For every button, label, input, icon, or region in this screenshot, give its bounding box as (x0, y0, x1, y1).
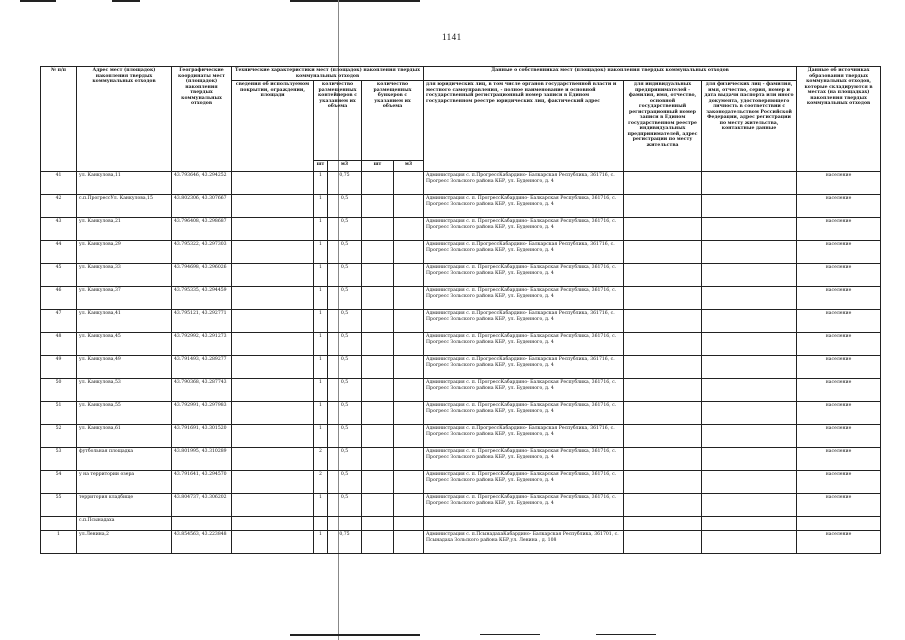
row-qty: 1 (314, 379, 328, 402)
row-legal: Администрация с. п. ПрогрессКабардино- Балкарская Республика, 361716, с. Прогресс Зольского района КБР, ул. Буденного, д. 4 (424, 494, 624, 517)
row-source: население (797, 494, 881, 517)
row-ip (624, 264, 702, 287)
row-coords: 43.790368, 43.287743 (172, 379, 232, 402)
row-ip (624, 195, 702, 218)
row-number: 41 (41, 172, 77, 195)
row-address: ул. Канкулова,29 (77, 241, 172, 264)
row-volume: 0,5 (328, 402, 362, 425)
section-label: с.п.Псынадаха (77, 517, 172, 531)
table-row (41, 218, 881, 241)
table-row (41, 172, 881, 195)
row-address: ул.Ленина,2 (77, 531, 172, 554)
row-volume: 0,5 (328, 333, 362, 356)
row-legal: Администрация с. п.ПрогрессКабардино- Балкарская Республика, 361716, с. Прогресс Зольского района КБР, ул. Буденного, д. 4 (424, 356, 624, 379)
unit-m3: м3 (328, 161, 362, 172)
row-number: 1 (41, 531, 77, 554)
row-volume: 0,5 (328, 218, 362, 241)
header-tech: Технические характеристики мест (площадок) накопления твердых коммунальных отходов (232, 67, 424, 81)
row-bunker-qty (362, 448, 394, 471)
row-number: 43 (41, 218, 77, 241)
row-number: 45 (41, 264, 77, 287)
row-address: ул. Канкулова,61 (77, 425, 172, 448)
row-ip (624, 448, 702, 471)
row-ip (624, 494, 702, 517)
row-cover (232, 448, 314, 471)
row-phys (702, 425, 797, 448)
row-volume: 0,5 (328, 494, 362, 517)
row-source: население (797, 448, 881, 471)
row-qty: 1 (314, 287, 328, 310)
row-cover (232, 471, 314, 494)
row-qty: 1 (314, 333, 328, 356)
row-bunker-vol (394, 356, 424, 379)
row-ip (624, 402, 702, 425)
row-coords: 43.795335, 43.294459 (172, 287, 232, 310)
row-bunker-vol (394, 425, 424, 448)
header-containers: количество размещенных контейнеров с указанием их объема (314, 81, 362, 161)
table-row (41, 448, 881, 471)
header-coords: Географические координаты мест (площадок) накопления твердых коммунальных отходов (172, 67, 232, 172)
header-bunkers: количество размещенных бункеров с указанием их объема (362, 81, 424, 161)
row-bunker-vol (394, 241, 424, 264)
row-bunker-qty (362, 241, 394, 264)
row-bunker-qty (362, 172, 394, 195)
row-volume: 0,5 (328, 448, 362, 471)
row-bunker-qty (362, 195, 394, 218)
row-address: футбольная площадка (77, 448, 172, 471)
row-address: ул. Канкулова,45 (77, 333, 172, 356)
row-coords: 43.794698, 43.296026 (172, 264, 232, 287)
row-bunker-qty (362, 402, 394, 425)
header-ip: для индивидуальных предпринимателей - фамилия, имя, отчество, основной государственный регистрационный номер записи в Едином государственном реестре индивидуальных предпринимателей, адрес регистрации по месту жительства (624, 81, 702, 172)
row-legal: Администрация с. п. ПрогрессКабардино- Балкарская Республика, 361716, с. Прогресс Зольского района КБР, ул. Буденного, д. 4 (424, 287, 624, 310)
row-phys (702, 448, 797, 471)
row-source: население (797, 379, 881, 402)
row-source: население (797, 310, 881, 333)
row-cover (232, 494, 314, 517)
row-bunker-vol (394, 448, 424, 471)
row-address: у на территории озера (77, 471, 172, 494)
row-number: 49 (41, 356, 77, 379)
row-bunker-vol (394, 310, 424, 333)
row-volume: 0,5 (328, 379, 362, 402)
row-cover (232, 287, 314, 310)
table-row (41, 241, 881, 264)
row-ip (624, 425, 702, 448)
row-source: население (797, 531, 881, 554)
header-row-1 (41, 67, 881, 81)
header-legal: для юридических лиц, в том числе органов государственной власти и местного самоуправления, - полное наименование и основной государственный регистрационный номер записи в Едином государственном реестре юридических лиц, фактический адрес (424, 81, 624, 172)
page-number: 1141 (442, 32, 462, 42)
row-source: население (797, 172, 881, 195)
row-number: 44 (41, 241, 77, 264)
register-table (40, 66, 881, 554)
row-bunker-vol (394, 172, 424, 195)
row-qty: 1 (314, 356, 328, 379)
row-bunker-qty (362, 310, 394, 333)
row-phys (702, 172, 797, 195)
row-phys (702, 310, 797, 333)
row-number: 51 (41, 402, 77, 425)
row-legal: Администрация с. п.ПрогрессКабардино- Балкарская Республика, 361716, с. Прогресс Зольского района КБР, ул. Буденного, д. 4 (424, 172, 624, 195)
row-legal: Администрация с. п. ПрогрессКабардино- Балкарская Республика, 361716, с. Прогресс Зольского района КБР, ул. Буденного, д. 4 (424, 379, 624, 402)
row-phys (702, 264, 797, 287)
row-source: население (797, 333, 881, 356)
row-coords: 43.854563, 43.223848 (172, 531, 232, 554)
row-phys (702, 379, 797, 402)
row-address: ул. Канкулова,41 (77, 310, 172, 333)
row-phys (702, 195, 797, 218)
row-address: ул. Канкулова,33 (77, 264, 172, 287)
row-number: 47 (41, 310, 77, 333)
row-source: население (797, 195, 881, 218)
row-bunker-qty (362, 379, 394, 402)
row-bunker-vol (394, 195, 424, 218)
unit-sht: шт (314, 161, 328, 172)
scan-artifact (596, 634, 656, 635)
row-bunker-qty (362, 425, 394, 448)
row-number: 42 (41, 195, 77, 218)
row-ip (624, 333, 702, 356)
row-legal: Администрация с. п.ПрогрессКабардино- Балкарская Республика, 361716, с. Прогресс Зольского района КБР, ул. Буденного, д. 4 (424, 425, 624, 448)
scan-artifact (290, 0, 420, 2)
table-row (41, 379, 881, 402)
row-legal: Администрация с. п. ПрогрессКабардино- Балкарская Республика, 361716, с. Прогресс Зольского района КБР, ул. Буденного, д. 4 (424, 402, 624, 425)
row-legal: Администрация с. п. ПрогрессКабардино- Балкарская Республика, 361716, с. Прогресс Зольского района КБР, ул. Буденного, д. 4 (424, 471, 624, 494)
table-row (41, 264, 881, 287)
row-ip (624, 356, 702, 379)
row-bunker-qty (362, 264, 394, 287)
row-volume: 0,5 (328, 287, 362, 310)
row-volume: 0,75 (328, 172, 362, 195)
row-address: с.п.ПрогрессУл. Канкулова,15 (77, 195, 172, 218)
row-volume: 0,5 (328, 356, 362, 379)
row-volume: 0,5 (328, 195, 362, 218)
row-source: население (797, 425, 881, 448)
header-phys: для физических лиц - фамилия, имя, отчество, серия, номер и дата выдачи паспорта или иного документа, удостоверяющего личность в соответствии с законодательством Российской Федерации, адрес регистрации по месту жительства, контактные данные (702, 81, 797, 172)
row-legal: Администрация с. п.ПрогрессКабардино- Балкарская Республика, 361716, с. Прогресс Зольского района КБР, ул. Буденного, д. 4 (424, 241, 624, 264)
unit-m3-bunker: м3 (394, 161, 424, 172)
row-source: население (797, 402, 881, 425)
row-phys (702, 287, 797, 310)
row-coords: 43.791691, 43.301520 (172, 425, 232, 448)
row-cover (232, 402, 314, 425)
table-row (41, 333, 881, 356)
row-cover (232, 310, 314, 333)
row-ip (624, 241, 702, 264)
row-legal: Администрация с. п. ПрогрессКабардино- Балкарская Республика, 361716, с. Прогресс Зольского района КБР, ул. Буденного, д. 4 (424, 448, 624, 471)
row-qty: 1 (314, 425, 328, 448)
row-coords: 43.795121, 43.292771 (172, 310, 232, 333)
unit-sht-bunker: шт (362, 161, 394, 172)
row-bunker-vol (394, 264, 424, 287)
row-coords: 43.792991, 43.297983 (172, 402, 232, 425)
row-address: территория кладбище (77, 494, 172, 517)
row-ip (624, 471, 702, 494)
header-cover: сведения об используемом покрытии, ограждении, площади (232, 81, 314, 172)
row-number: 53 (41, 448, 77, 471)
row-address: ул. Канкулова,49 (77, 356, 172, 379)
row-bunker-qty (362, 287, 394, 310)
row-number: 54 (41, 471, 77, 494)
row-bunker-vol (394, 287, 424, 310)
row-qty: 1 (314, 172, 328, 195)
row-cover (232, 264, 314, 287)
row-source: население (797, 287, 881, 310)
row-number: 46 (41, 287, 77, 310)
row-coords: 43.793646, 43.294252 (172, 172, 232, 195)
row-legal: Администрация с. п. ПрогрессКабардино- Балкарская Республика, 361716, с. Прогресс Зольского района КБР, ул. Буденного, д. 4 (424, 333, 624, 356)
row-volume: 0,5 (328, 264, 362, 287)
row-qty: 1 (314, 241, 328, 264)
row-legal: Администрация с. п. ПрогрессКабардино- Балкарская Республика, 361716, с. Прогресс Зольского района КБР, ул. Буденного, д. 4 (424, 195, 624, 218)
row-qty: 1 (314, 264, 328, 287)
row-number: 52 (41, 425, 77, 448)
scan-artifact (20, 0, 56, 2)
row-qty: 1 (314, 195, 328, 218)
row-coords: 43.801995, 43.310289 (172, 448, 232, 471)
header-address: Адрес мест (площадок) накопления твердых коммунальных отходов (77, 67, 172, 172)
row-bunker-qty (362, 356, 394, 379)
row-phys (702, 218, 797, 241)
row-cover (232, 241, 314, 264)
row-bunker-vol (394, 333, 424, 356)
row-phys (702, 402, 797, 425)
row-volume: 0,75 (328, 531, 362, 554)
row-cover (232, 379, 314, 402)
row-address: ул. Канкулова,37 (77, 287, 172, 310)
row-phys (702, 356, 797, 379)
row-phys (702, 494, 797, 517)
row-source: население (797, 471, 881, 494)
row-bunker-qty (362, 471, 394, 494)
table-row (41, 531, 881, 554)
row-bunker-vol (394, 218, 424, 241)
row-phys (702, 333, 797, 356)
row-legal: Администрация с. п. ПрогрессКабардино- Балкарская Республика, 361716, с. Прогресс Зольского района КБР, ул. Буденного, д. 4 (424, 218, 624, 241)
row-coords: 43.804737, 43.306202 (172, 494, 232, 517)
row-number: 48 (41, 333, 77, 356)
table-row (41, 287, 881, 310)
row-address: ул. Канкулова,21 (77, 218, 172, 241)
row-number: 55 (41, 494, 77, 517)
row-ip (624, 218, 702, 241)
row-coords: 43.791641, 43.294570 (172, 471, 232, 494)
row-cover (232, 172, 314, 195)
row-source: население (797, 264, 881, 287)
row-address: ул. Канкулова,55 (77, 402, 172, 425)
row-phys (702, 241, 797, 264)
row-bunker-vol (394, 379, 424, 402)
row-legal: Администрация с. п. ПрогрессКабардино- Балкарская Республика, 361716, с. Прогресс Зольского района КБР, ул. Буденного, д. 4 (424, 264, 624, 287)
row-ip (624, 172, 702, 195)
row-qty: 2 (314, 448, 328, 471)
row-coords: 43.802306, 43.307667 (172, 195, 232, 218)
row-address: ул. Канкулова,11 (77, 172, 172, 195)
row-legal: Администрация с. п.ПрогрессКабардино- Балкарская Республика, 361716, с. Прогресс Зольского района КБР, ул. Буденного, д. 4 (424, 310, 624, 333)
row-ip (624, 287, 702, 310)
row-coords: 43.792992, 43.291273 (172, 333, 232, 356)
row-bunker-qty (362, 333, 394, 356)
row-cover (232, 333, 314, 356)
row-cover (232, 218, 314, 241)
row-address: ул. Канкулова,53 (77, 379, 172, 402)
table-row (41, 195, 881, 218)
header-num: № п/п (41, 67, 77, 172)
section-row (41, 517, 881, 531)
header-owner: Данные о собственниках мест (площадок) накопления твердых коммунальных отходов (424, 67, 797, 81)
row-qty: 1 (314, 402, 328, 425)
row-qty: 1 (314, 531, 328, 554)
row-source: население (797, 241, 881, 264)
row-bunker-vol (394, 471, 424, 494)
row-bunker-vol (394, 494, 424, 517)
row-source: население (797, 356, 881, 379)
row-bunker-qty (362, 218, 394, 241)
table-row (41, 356, 881, 379)
row-qty: 1 (314, 310, 328, 333)
row-qty: 2 (314, 471, 328, 494)
row-ip (624, 310, 702, 333)
row-qty: 1 (314, 494, 328, 517)
table-row (41, 310, 881, 333)
row-cover (232, 356, 314, 379)
scan-artifact (480, 634, 540, 635)
table-row (41, 425, 881, 448)
row-bunker-vol (394, 402, 424, 425)
row-bunker-qty (362, 494, 394, 517)
row-phys (702, 471, 797, 494)
scan-artifact (112, 0, 140, 2)
table-row (41, 402, 881, 425)
row-legal: Администрация с. п.ПсынадахаКабардино- Балкарская Республика, 361701, с. Псынадаха Зольского района КБР,ул. Ленина , д. 108 (424, 531, 624, 554)
table-row (41, 471, 881, 494)
header-sources: Данные об источниках образования твердых коммунальных отходов, которые складируются в местах (на площадках) накопления твердых коммунальных отходов (797, 67, 881, 172)
row-source: население (797, 218, 881, 241)
row-volume: 0,5 (328, 310, 362, 333)
scan-artifact (290, 634, 420, 636)
row-qty: 1 (314, 218, 328, 241)
table-row (41, 494, 881, 517)
row-volume: 0,5 (328, 425, 362, 448)
row-number: 50 (41, 379, 77, 402)
row-coords: 43.796408, 43.298687 (172, 218, 232, 241)
row-cover (232, 425, 314, 448)
row-volume: 0,5 (328, 241, 362, 264)
row-cover (232, 195, 314, 218)
row-ip (624, 379, 702, 402)
row-coords: 43.791493, 43.289277 (172, 356, 232, 379)
row-coords: 43.795322, 43.297303 (172, 241, 232, 264)
row-volume: 0,5 (328, 471, 362, 494)
